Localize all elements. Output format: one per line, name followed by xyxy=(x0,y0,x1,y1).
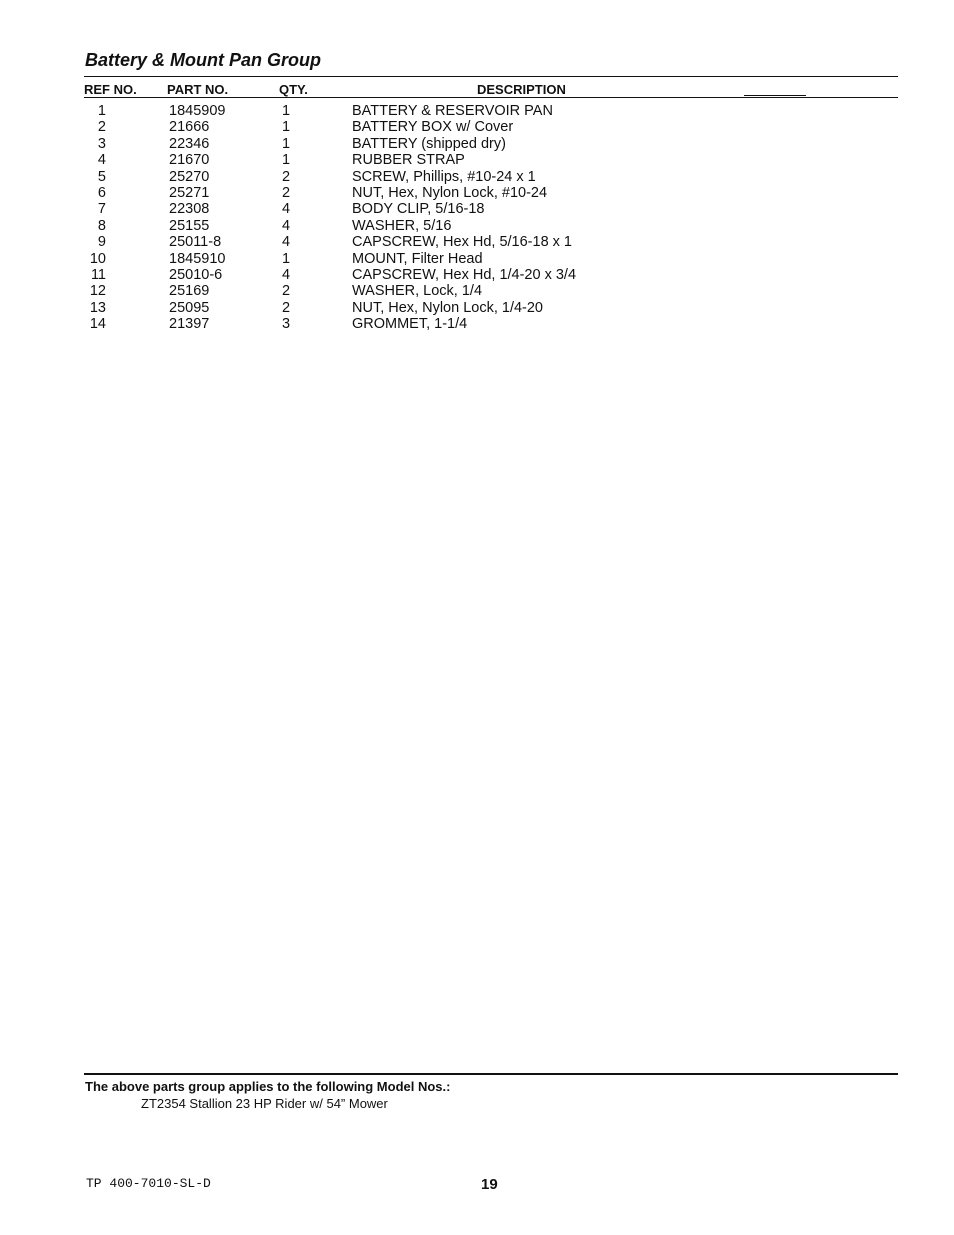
description-cell: NUT, Hex, Nylon Lock, 1/4-20 xyxy=(352,299,543,316)
part-no-cell: 1845909 xyxy=(169,103,226,119)
page-number: 19 xyxy=(481,1176,498,1193)
applies-label: The above parts group applies to the following Model Nos.: xyxy=(85,1079,451,1094)
part-no-cell: 22346 xyxy=(169,135,210,152)
document-number: TP 400-7010-SL-D xyxy=(86,1176,211,1191)
header-description: DESCRIPTION xyxy=(477,82,566,97)
ref-no-cell: 6 xyxy=(97,184,106,201)
qty-cell: 2 xyxy=(282,184,291,201)
qty-cell: 1 xyxy=(282,119,291,136)
table-row xyxy=(0,300,954,316)
description-cell: SCREW, Phillips, #10-24 x 1 xyxy=(352,168,536,185)
ref-no-cell: 4 xyxy=(97,152,106,169)
description-cell: RUBBER STRAP xyxy=(352,152,465,169)
qty-cell: 4 xyxy=(282,217,291,234)
ref-no-cell: 12 xyxy=(89,283,106,300)
part-no-cell: 22308 xyxy=(169,201,210,218)
table-row xyxy=(0,169,954,185)
table-row xyxy=(0,103,954,119)
description-cell: BATTERY & RESERVOIR PAN xyxy=(352,103,553,119)
header-qty: QTY. xyxy=(279,82,308,97)
description-cell: WASHER, 5/16 xyxy=(352,217,452,234)
qty-cell: 3 xyxy=(282,316,291,333)
footer-divider xyxy=(84,1073,898,1075)
qty-cell: 1 xyxy=(282,103,291,119)
qty-cell: 2 xyxy=(282,299,291,316)
ref-no-cell: 13 xyxy=(89,299,106,316)
part-no-cell: 25155 xyxy=(169,217,210,234)
qty-cell: 4 xyxy=(282,266,291,283)
part-no-cell: 21666 xyxy=(169,119,210,136)
ref-no-cell: 1 xyxy=(97,103,106,119)
part-no-cell: 1845910 xyxy=(169,250,226,267)
description-cell: CAPSCREW, Hex Hd, 1/4-20 x 3/4 xyxy=(352,266,577,283)
part-no-cell: 25270 xyxy=(169,168,210,185)
table-row xyxy=(0,185,954,201)
ref-no-cell: 14 xyxy=(89,316,106,333)
description-cell: BATTERY (shipped dry) xyxy=(352,135,506,152)
ref-no-cell: 9 xyxy=(97,234,106,251)
ref-no-cell: 10 xyxy=(89,250,106,267)
part-no-cell: 25169 xyxy=(169,283,210,300)
model-number: ZT2354 Stallion 23 HP Rider w/ 54” Mower xyxy=(141,1096,388,1111)
description-cell: MOUNT, Filter Head xyxy=(352,250,483,267)
table-row xyxy=(0,251,954,267)
header-tab-mark xyxy=(744,95,806,96)
part-no-cell: 25271 xyxy=(169,184,210,201)
qty-cell: 2 xyxy=(282,168,291,185)
description-cell: NUT, Hex, Nylon Lock, #10-24 xyxy=(352,184,548,201)
part-no-cell: 25011-8 xyxy=(169,234,222,251)
table-row xyxy=(0,218,954,234)
qty-cell: 1 xyxy=(282,250,291,267)
description-cell: CAPSCREW, Hex Hd, 5/16-18 x 1 xyxy=(352,234,572,251)
table-row xyxy=(0,201,954,217)
part-no-cell: 25010-6 xyxy=(169,266,223,283)
qty-cell: 4 xyxy=(282,201,291,218)
ref-no-cell: 11 xyxy=(90,266,106,283)
top-divider xyxy=(84,76,898,77)
table-row xyxy=(0,234,954,250)
table-row xyxy=(0,267,954,283)
parts-table xyxy=(0,103,954,332)
table-row xyxy=(0,119,954,135)
section-title: Battery & Mount Pan Group xyxy=(85,50,322,70)
header-divider xyxy=(84,97,898,98)
description-cell: GROMMET, 1-1/4 xyxy=(352,316,468,333)
ref-no-cell: 3 xyxy=(97,135,106,152)
part-no-cell: 21397 xyxy=(169,316,210,333)
table-row xyxy=(0,152,954,168)
table-row xyxy=(0,283,954,299)
ref-no-cell: 5 xyxy=(97,168,106,185)
table-row xyxy=(0,316,954,332)
ref-no-cell: 7 xyxy=(97,201,106,218)
part-no-cell: 25095 xyxy=(169,299,210,316)
ref-no-cell: 8 xyxy=(97,217,106,234)
header-ref-no: REF NO. xyxy=(84,82,137,97)
qty-cell: 2 xyxy=(282,283,291,300)
description-cell: BODY CLIP, 5/16-18 xyxy=(352,201,485,218)
qty-cell: 4 xyxy=(282,234,291,251)
header-part-no: PART NO. xyxy=(167,82,229,97)
ref-no-cell: 2 xyxy=(97,119,106,136)
part-no-cell: 21670 xyxy=(169,152,210,169)
description-cell: BATTERY BOX w/ Cover xyxy=(352,119,514,136)
table-row xyxy=(0,136,954,152)
qty-cell: 1 xyxy=(282,152,291,169)
qty-cell: 1 xyxy=(282,135,291,152)
description-cell: WASHER, Lock, 1/4 xyxy=(352,283,483,300)
